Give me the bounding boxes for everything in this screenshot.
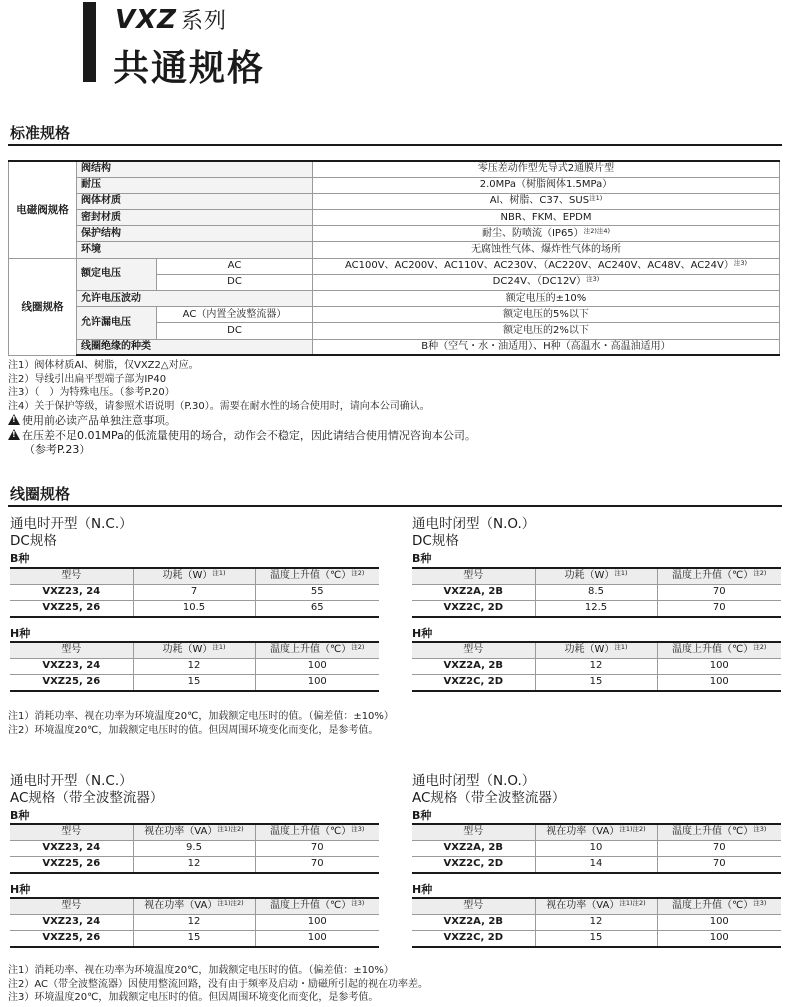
col-header: 功耗$(W)^{注1)}$ [133, 642, 255, 658]
col-header: 型号 [412, 568, 535, 584]
row-value: 零压差动作型先导式2通膜片型 [313, 161, 780, 177]
nc-title-ac: 通电时开型（N.C.） [10, 773, 133, 789]
col-header: 温度上升值（℃）$^{注3)}$ [657, 898, 781, 914]
table-cell: 100 [255, 658, 379, 674]
ac-spec-title: AC规格（带全波整流器） [10, 790, 164, 806]
col-header: 型号 [10, 824, 133, 840]
row-value: NBR、FKM、EPDM [313, 210, 780, 226]
table-row [10, 857, 379, 873]
b-class-label: B种 [412, 552, 432, 565]
note-line: 注4）关于保护等级，请参照术语说明（P.30）。需要在耐水性的场合使用时，请向本公司确认。 [8, 400, 430, 412]
row-value: AC100V、AC200V、AC110V、AC230V、（AC220V、AC240V、AC48V、AC24V）$^{注3)}$ [313, 258, 780, 274]
ac-nc-h-table [10, 897, 379, 948]
ac-spec-title: AC规格（带全波整流器） [412, 790, 566, 806]
table-cell: VXZ25, 26 [10, 857, 133, 873]
note-line: 注2）AC（带全波整流器）因使用整流回路，没有由于频率及启动・励磁所引起的视在功率差。 [8, 978, 429, 990]
b-class-label: B种 [10, 552, 30, 565]
table-cell: 70 [657, 584, 781, 600]
table-cell: 55 [255, 584, 379, 600]
warning-line: !使用前必读产品单独注意事项。 [8, 414, 476, 429]
col-header: 视在功率（VA）$^{注1)注2)}$ [535, 898, 657, 914]
dc-no-b-table [412, 567, 781, 618]
col-header: 型号 [412, 898, 535, 914]
table-cell: 10 [535, 840, 657, 856]
row-value: 无腐蚀性气体、爆炸性气体的场所 [313, 242, 780, 258]
spec-row [9, 210, 780, 226]
table-cell: VXZ2C, 2D [412, 931, 535, 947]
table-cell: 15 [133, 931, 255, 947]
row-label: 允许电压波动 [77, 291, 313, 307]
table-row [10, 601, 379, 617]
col-header: 型号 [10, 642, 133, 658]
group-solenoid: 电磁阀规格 [9, 161, 77, 258]
warning-icon [8, 414, 20, 425]
table-row [412, 840, 781, 856]
warning-line: !在压差不足0.01MPa的低流量使用的场合，动作会不稳定，因此请结合使用情况咨询本公司。 [8, 429, 476, 444]
spec-row [9, 161, 780, 177]
col-header: 温度上升值（℃）$^{注3)}$ [255, 898, 379, 914]
table-cell: VXZ23, 24 [10, 840, 133, 856]
h-class-label: H种 [412, 883, 433, 896]
row-label: 耐压 [77, 177, 313, 193]
row-value: 额定电压的2%以下 [313, 323, 780, 339]
note-line: 注1）消耗功率、视在功率为环境温度20℃，加载额定电压时的值。（偏差值：±10%） [8, 965, 394, 976]
col-header: 功耗$(W)^{注1)}$ [535, 568, 657, 584]
col-header: 功耗$(W)^{注1)}$ [133, 568, 255, 584]
table-cell: VXZ2A, 2B [412, 914, 535, 930]
spec-row [9, 177, 780, 193]
table-row [10, 675, 379, 691]
standard-spec-table [8, 160, 780, 356]
table-cell: 70 [255, 840, 379, 856]
section-title-standard: 标准规格 [8, 124, 782, 146]
row-value: B种（空气・水・油适用）、H种（高温水・高温油适用） [313, 339, 780, 355]
table-cell: 100 [255, 931, 379, 947]
table-cell: VXZ2A, 2B [412, 840, 535, 856]
table-row [10, 584, 379, 600]
col-header: 视在功率（VA）$^{注1)注2)}$ [133, 898, 255, 914]
table-row [412, 658, 781, 674]
dc-no-h-table [412, 641, 781, 692]
table-cell: 7 [133, 584, 255, 600]
standard-notes [8, 359, 430, 413]
col-header: 温度上升值（℃）$^{注2)}$ [657, 642, 781, 658]
row-sublabel: DC [157, 323, 313, 339]
row-value: 2.0MPa（树脂阀体1.5MPa） [313, 177, 780, 193]
table-cell: 12 [133, 914, 255, 930]
table-cell: 100 [255, 675, 379, 691]
col-header: 视在功率（VA）$^{注1)注2)}$ [535, 824, 657, 840]
table-cell: VXZ2A, 2B [412, 658, 535, 674]
table-cell: 15 [133, 675, 255, 691]
table-row [10, 914, 379, 930]
dc-spec-title: DC规格 [412, 533, 459, 549]
row-label: 线圈绝缘的种类 [77, 339, 313, 355]
section-title-coil: 线圈规格 [8, 485, 782, 507]
row-sublabel: AC [157, 258, 313, 274]
col-header: 功耗$(W)^{注1)}$ [535, 642, 657, 658]
col-header: 温度上升值（℃）$^{注2)}$ [255, 568, 379, 584]
spec-row [9, 193, 780, 209]
table-row [10, 840, 379, 856]
nc-title-dc: 通电时开型（N.C.） [10, 516, 133, 532]
dc-nc-h-table [10, 641, 379, 692]
table-cell: 100 [657, 931, 781, 947]
table-cell: 70 [657, 601, 781, 617]
table-cell: 12 [133, 857, 255, 873]
row-label: 阀结构 [77, 161, 313, 177]
table-cell: VXZ2C, 2D [412, 675, 535, 691]
warning-icon [8, 429, 20, 440]
h-class-label: H种 [412, 627, 433, 640]
table-row [412, 857, 781, 873]
ac-nc-b-table [10, 823, 379, 874]
table-cell: VXZ23, 24 [10, 914, 133, 930]
h-class-label: H种 [10, 883, 31, 896]
table-row [10, 931, 379, 947]
note-line: 注3）（ ）为特殊电压。（参考P.20） [8, 387, 175, 399]
col-header: 温度上升值（℃）$^{注3)}$ [255, 824, 379, 840]
table-cell: 100 [657, 675, 781, 691]
row-value: DC24V、$(DC12V)^{注3)}$ [313, 274, 780, 290]
table-cell: 100 [657, 658, 781, 674]
dc-nc-b-table [10, 567, 379, 618]
table-row [412, 601, 781, 617]
row-value: Al、树脂、C37、SUS$^{注1)}$ [313, 193, 780, 209]
ac-no-h-table [412, 897, 781, 948]
table-cell: 12 [535, 914, 657, 930]
note-line: 注1）阀体材质Al、树脂，仅VXZ2△对应。 [8, 360, 199, 371]
spec-row [9, 291, 780, 307]
row-label: 保护结构 [77, 226, 313, 242]
title-accent-bar [83, 2, 96, 82]
dc-spec-title: DC规格 [10, 533, 57, 549]
col-header: 型号 [10, 568, 133, 584]
col-header: 温度上升值（℃）$^{注3)}$ [657, 824, 781, 840]
row-label: 阀体材质 [77, 193, 313, 209]
table-cell: 12.5 [535, 601, 657, 617]
spec-row [9, 242, 780, 258]
table-cell: 15 [535, 675, 657, 691]
col-header: 型号 [10, 898, 133, 914]
note-line: 注2）环境温度20℃，加载额定电压时的值。但因周围环境变化而变化，是参考值。 [8, 724, 379, 736]
table-cell: VXZ25, 26 [10, 931, 133, 947]
row-value: 额定电压的±10% [313, 291, 780, 307]
series-heading: VXZ 系列 [115, 5, 228, 35]
table-row [412, 931, 781, 947]
note-line: 注3）环境温度20℃，加载额定电压时的值。但因周围环境变化而变化，是参考值。 [8, 992, 379, 1004]
b-class-label: B种 [10, 809, 30, 822]
note-line: 注2）导线引出扁平型端子部为IP40 [8, 373, 167, 385]
row-label: 允许漏电压 [77, 307, 157, 339]
row-value: 耐尘、防喷流$(IP65)^{注2)注4)}$ [313, 226, 780, 242]
table-cell: 10.5 [133, 601, 255, 617]
table-row [412, 584, 781, 600]
spec-row [9, 339, 780, 355]
no-title-ac: 通电时闭型（N.O.） [412, 773, 536, 789]
spec-row [9, 226, 780, 242]
table-cell: 70 [657, 840, 781, 856]
table-cell: 14 [535, 857, 657, 873]
col-header: 视在功率（VA）$^{注1)注2)}$ [133, 824, 255, 840]
ac-no-b-table [412, 823, 781, 874]
group-coil: 线圈规格 [9, 258, 77, 355]
table-cell: VXZ25, 26 [10, 675, 133, 691]
row-label: 密封材质 [77, 210, 313, 226]
table-cell: VXZ2C, 2D [412, 601, 535, 617]
table-cell: 65 [255, 601, 379, 617]
ac-notes [8, 964, 428, 1005]
col-header: 型号 [412, 642, 535, 658]
table-row [412, 914, 781, 930]
dc-notes [8, 710, 394, 737]
row-label: 环境 [77, 242, 313, 258]
note-line: 注1）消耗功率、视在功率为环境温度20℃，加载额定电压时的值。（偏差值：±10%） [8, 711, 394, 722]
table-cell: VXZ2C, 2D [412, 857, 535, 873]
table-row [10, 658, 379, 674]
row-label: 额定电压 [77, 258, 157, 290]
spec-row [9, 307, 780, 323]
table-cell: 8.5 [535, 584, 657, 600]
table-row [412, 675, 781, 691]
table-cell: VXZ23, 24 [10, 658, 133, 674]
table-cell: VXZ23, 24 [10, 584, 133, 600]
table-cell: 70 [657, 857, 781, 873]
row-sublabel: DC [157, 274, 313, 290]
table-cell: 70 [255, 857, 379, 873]
table-cell: VXZ2A, 2B [412, 584, 535, 600]
warning-block [8, 414, 476, 458]
table-cell: 12 [535, 658, 657, 674]
row-value: 额定电压的5%以下 [313, 307, 780, 323]
spec-row [9, 258, 780, 274]
b-class-label: B种 [412, 809, 432, 822]
row-sublabel: AC（内置全波整流器） [157, 307, 313, 323]
col-header: 型号 [412, 824, 535, 840]
page-title: 共通规格 [113, 48, 266, 89]
warning-reference: （参考P.23） [24, 443, 91, 456]
table-cell: VXZ25, 26 [10, 601, 133, 617]
col-header: 温度上升值（℃）$^{注2)}$ [255, 642, 379, 658]
table-cell: 15 [535, 931, 657, 947]
table-cell: 12 [133, 658, 255, 674]
no-title-dc: 通电时闭型（N.O.） [412, 516, 536, 532]
h-class-label: H种 [10, 627, 31, 640]
table-cell: 100 [255, 914, 379, 930]
col-header: 温度上升值（℃）$^{注2)}$ [657, 568, 781, 584]
table-cell: 9.5 [133, 840, 255, 856]
table-cell: 100 [657, 914, 781, 930]
